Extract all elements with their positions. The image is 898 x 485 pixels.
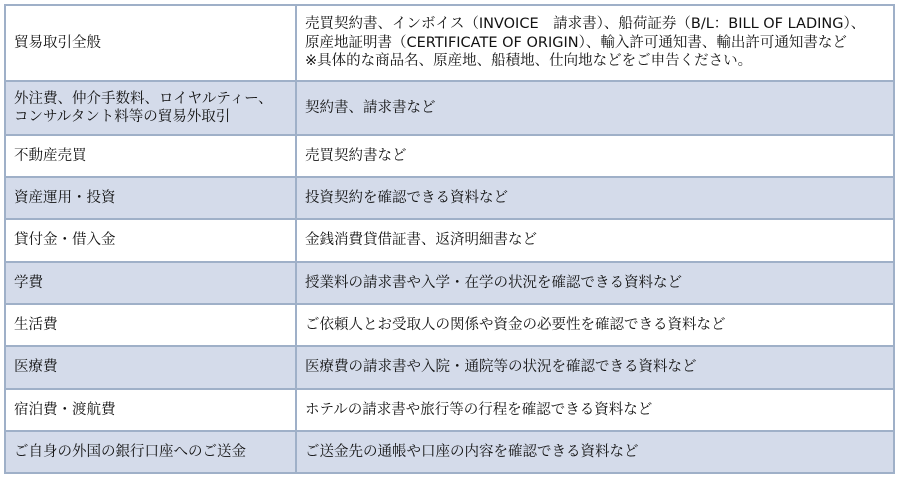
- documents-cell: [296, 431, 894, 473]
- category-cell: [5, 5, 296, 81]
- documents-text: 契約書、請求書など: [305, 99, 436, 116]
- category-cell: [5, 81, 296, 135]
- category-text: 貸付金・借入金: [14, 232, 116, 249]
- category-text: 医療費: [14, 359, 58, 376]
- table-row: [5, 5, 894, 81]
- documents-text: 売買契約書、インボイス（INVOICE 請求書）、船荷証券（B/L：BILL OF LADING）、: [305, 16, 866, 33]
- category-cell: [5, 135, 296, 177]
- documents-cell: [296, 5, 894, 81]
- table-row: [5, 346, 894, 389]
- table-row: [5, 177, 894, 219]
- documents-cell: [296, 389, 894, 431]
- category-cell: [5, 262, 296, 304]
- documents-cell: [296, 346, 894, 389]
- documents-text: 授業料の請求書や入学・在学の状況を確認できる資料など: [305, 274, 682, 291]
- documents-text: ご送金先の通帳や口座の内容を確認できる資料など: [305, 443, 639, 460]
- documents-text: 医療費の請求書や入院・通院等の状況を確認できる資料など: [305, 359, 697, 376]
- table-row: [5, 219, 894, 262]
- category-cell: [5, 177, 296, 219]
- documents-cell: [296, 304, 894, 346]
- documents-cell: [296, 219, 894, 262]
- category-text: 貿易取引全般: [14, 34, 101, 51]
- category-text: コンサルタント料等の貿易外取引: [14, 109, 231, 125]
- documents-text: 金銭消費貸借証書、返済明細書など: [305, 232, 537, 249]
- category-text: 生活費: [14, 316, 58, 333]
- category-text: 不動産売買: [14, 147, 87, 164]
- documents-cell: [296, 135, 894, 177]
- category-text: 資産運用・投資: [14, 189, 116, 206]
- remittance-documents-table: [4, 4, 895, 474]
- category-cell: [5, 346, 296, 389]
- table-row: [5, 304, 894, 346]
- documents-text: ※具体的な商品名、原産地、船積地、仕向地などをご申告ください。: [305, 53, 753, 70]
- documents-text: ホテルの請求書や旅行等の行程を確認できる資料など: [305, 401, 653, 418]
- documents-text: 売買契約書など: [305, 147, 407, 164]
- documents-cell: [296, 81, 894, 135]
- category-text: ご自身の外国の銀行口座へのご送金: [14, 443, 246, 460]
- category-text: 学費: [14, 274, 43, 291]
- table-row: [5, 389, 894, 431]
- documents-text: 投資契約を確認できる資料など: [305, 189, 508, 206]
- table-row: [5, 81, 894, 135]
- table-row: [5, 431, 894, 473]
- documents-text: 原産地証明書（CERTIFICATE OF ORIGIN）、輸入許可通知書、輸出許可通知書など: [305, 34, 847, 51]
- category-cell: [5, 389, 296, 431]
- documents-cell: [296, 177, 894, 219]
- category-text: 外注費、仲介手数料、ロイヤルティー、: [14, 90, 273, 107]
- category-cell: [5, 304, 296, 346]
- documents-cell: [296, 262, 894, 304]
- table-row: [5, 135, 894, 177]
- category-text: 宿泊費・渡航費: [14, 401, 116, 418]
- table-row: [5, 262, 894, 304]
- documents-text: ご依頼人とお受取人の関係や資金の必要性を確認できる資料など: [305, 316, 726, 333]
- category-cell: [5, 431, 296, 473]
- category-cell: [5, 219, 296, 262]
